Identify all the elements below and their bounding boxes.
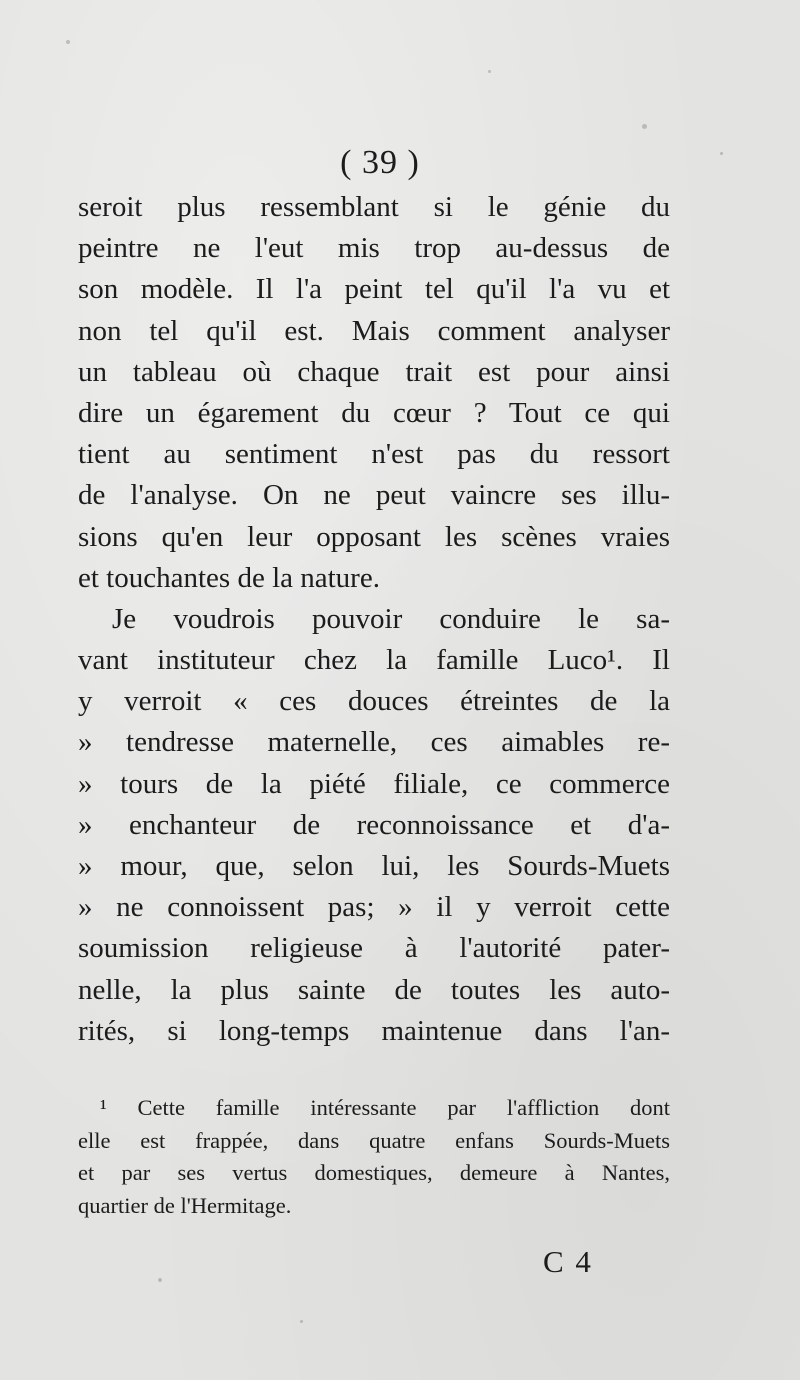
body-text [78, 187, 670, 1052]
body-line: tient au sentiment n'est pas du ressort [78, 438, 670, 471]
paper-speck [642, 124, 647, 129]
body-line: sions qu'en leur opposant les scènes vraies [78, 520, 670, 553]
body-line: dire un égarement du cœur ? Tout ce qui [78, 396, 670, 429]
body-line: son modèle. Il l'a peint tel qu'il l'a vu et [78, 273, 670, 306]
body-line: » tendresse maternelle, ces aimables re- [78, 726, 670, 759]
body-line: soumission religieuse à l'autorité pater- [78, 932, 670, 965]
footnote [78, 1092, 670, 1222]
page-number: ( 39 ) [340, 144, 420, 181]
body-line: peintre ne l'eut mis trop au-dessus de [78, 232, 670, 265]
body-line: y verroit « ces douces étreintes de la [78, 685, 670, 718]
footnote-line: quartier de l'Hermitage. [78, 1192, 292, 1218]
body-line: seroit plus ressemblant si le génie du [78, 191, 670, 223]
body-line: » ne connoissent pas; » il y verroit cette [78, 891, 670, 924]
paper-speck [300, 1320, 303, 1323]
paper-speck [488, 70, 491, 73]
body-line: vant instituteur chez la famille Luco¹. Il [78, 644, 670, 677]
signature-mark: C 4 [543, 1244, 593, 1279]
body-line: non tel qu'il est. Mais comment analyser [78, 314, 670, 347]
body-line: de l'analyse. On ne peut vaincre ses illu- [78, 479, 670, 512]
body-line: rités, si long-temps maintenue dans l'an- [78, 1014, 670, 1047]
footnote-line: ¹ Cette famille intéressante par l'affliction dont [100, 1095, 670, 1120]
body-line: » enchanteur de reconnoissance et d'a- [78, 808, 670, 841]
paper-speck [66, 40, 70, 44]
body-line: et touchantes de la nature. [78, 561, 380, 594]
body-line: » tours de la piété filiale, ce commerce [78, 767, 670, 800]
paper-speck [158, 1278, 162, 1282]
body-line: un tableau où chaque trait est pour ainsi [78, 355, 670, 388]
body-line: nelle, la plus sainte de toutes les auto- [78, 973, 670, 1006]
footnote-line: et par ses vertus domestiques, demeure à Nantes, [78, 1160, 670, 1185]
body-line: Je voudrois pouvoir conduire le sa- [112, 602, 670, 635]
footnote-line: elle est frappée, dans quatre enfans Sourds-Muets [78, 1127, 670, 1153]
body-line: » mour, que, selon lui, les Sourds-Muets [78, 850, 670, 882]
